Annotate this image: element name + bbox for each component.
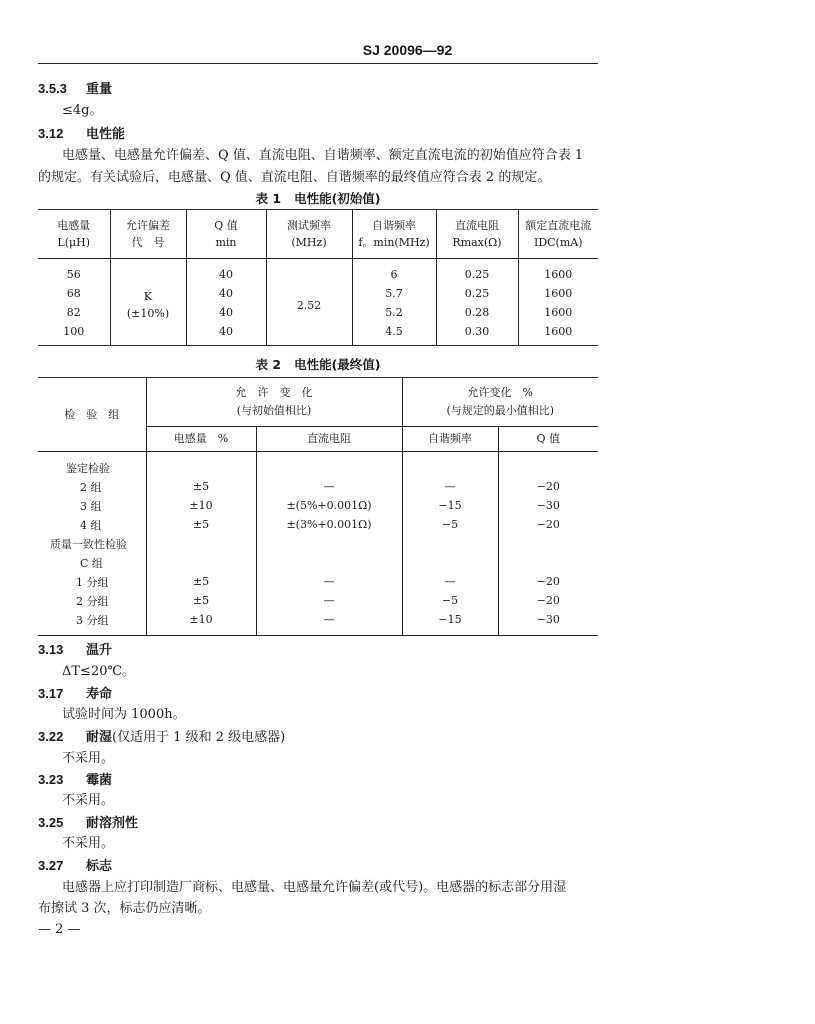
cell-inductance	[146, 534, 256, 553]
section-title: 标志	[86, 858, 113, 873]
section-title: 耐湿	[86, 729, 113, 744]
cell-dc-resistance: —	[256, 477, 402, 496]
cell-tolerance: K (±10%)	[110, 259, 186, 346]
section-number: 3.22	[38, 729, 64, 744]
cell-srf: −5	[402, 515, 498, 534]
section-3-12-heading	[38, 125, 598, 143]
section-3-23-heading	[38, 771, 598, 789]
header-q-value: Q 值 min	[186, 210, 266, 259]
header-q-value: Q 值	[498, 427, 598, 452]
section-title: 电性能	[86, 126, 126, 141]
table-1-number: 表 1	[255, 191, 282, 206]
cell-srf: 6	[352, 259, 436, 285]
cell-q: 40	[186, 303, 266, 322]
cell-srf: 5.2	[352, 303, 436, 322]
cell-resistance: 0.25	[436, 259, 518, 285]
cell-srf: 5.7	[352, 284, 436, 303]
cell-srf: −15	[402, 610, 498, 636]
header-inductance: 电感量 L(μH)	[38, 210, 110, 259]
cell-inductance	[146, 553, 256, 572]
cell-dc-resistance: —	[256, 572, 402, 591]
header-rated-dc-current: 额定直流电流 IDC(mA)	[518, 210, 598, 259]
section-3-17-body: 试验时间为 1000h。	[62, 707, 186, 722]
section-title: 温升	[86, 642, 113, 657]
cell-srf: —	[402, 572, 498, 591]
table-header-row	[38, 210, 598, 259]
table-2-caption	[38, 354, 598, 373]
header-tolerance: 允许偏差 代 号	[110, 210, 186, 259]
table-header-row	[38, 378, 598, 427]
section-3-25-body: 不采用。	[62, 836, 115, 851]
cell-srf: −15	[402, 496, 498, 515]
table-row	[38, 259, 598, 285]
table-1-title: 电性能(初始值)	[294, 191, 381, 206]
cell-dc-resistance: ±(5%+0.001Ω)	[256, 496, 402, 515]
cell-q: −20	[498, 477, 598, 496]
cell-srf: —	[402, 477, 498, 496]
header-test-frequency: 测试频率 (MHz)	[266, 210, 352, 259]
cell-inductance: 56	[66, 268, 81, 281]
cell-srf	[402, 452, 498, 478]
cell-q	[498, 553, 598, 572]
cell-inductance: 100	[63, 325, 85, 338]
cell-resistance: 0.28	[436, 303, 518, 322]
section-number: 3.25	[38, 815, 64, 830]
table-1-caption	[38, 188, 598, 207]
cell-inductance: 68	[66, 287, 81, 300]
cell-q: −30	[498, 496, 598, 515]
section-3-22-heading	[38, 728, 598, 746]
section-3-5-3-body: ≤4g。	[62, 103, 103, 118]
section-number: 3.17	[38, 686, 64, 701]
cell-q: −20	[498, 591, 598, 610]
section-title: 耐溶剂性	[86, 815, 139, 830]
cell-inductance	[146, 452, 256, 478]
cell-srf: −5	[402, 591, 498, 610]
section-3-27-heading	[38, 857, 598, 875]
section-3-13-body: ΔT≤20℃。	[62, 664, 136, 679]
section-title-note: (仅适用于 1 级和 2 级电感器)	[112, 730, 286, 745]
cell-group: C 组	[80, 556, 103, 570]
section-title: 霉菌	[86, 772, 113, 787]
section-3-27-body-line-2: 布擦试 3 次，标志仍应清晰。	[38, 901, 211, 916]
section-number: 3.12	[38, 126, 64, 141]
cell-dc-resistance	[256, 452, 402, 478]
section-number: 3.23	[38, 772, 64, 787]
section-3-25-heading	[38, 814, 598, 832]
cell-dc-resistance	[256, 553, 402, 572]
cell-group: 3 分组	[76, 613, 109, 627]
cell-group: 1 分组	[76, 575, 109, 589]
cell-group: 3 组	[80, 499, 102, 513]
cell-q: −20	[498, 572, 598, 591]
table-row	[38, 496, 598, 515]
cell-inductance: ±10	[146, 496, 256, 515]
table-row	[38, 515, 598, 534]
header-self-resonant-frequency: 自谐频率 f。min(MHz)	[352, 210, 436, 259]
header-inductance-pct: 电感量 %	[146, 427, 256, 452]
header-rule	[38, 63, 598, 64]
header-dc-resistance: 直流电阻	[256, 427, 402, 452]
table-2-electrical-final	[38, 377, 598, 636]
section-3-5-3-heading	[38, 80, 598, 98]
cell-dc-resistance	[256, 534, 402, 553]
cell-dc-resistance: ±(3%+0.001Ω)	[256, 515, 402, 534]
cell-idc: 1600	[518, 259, 598, 285]
cell-inductance: ±5	[146, 477, 256, 496]
cell-inductance: ±10	[146, 610, 256, 636]
table-row	[38, 591, 598, 610]
section-number: 3.27	[38, 858, 64, 873]
table-row	[38, 553, 598, 572]
section-3-17-heading	[38, 685, 598, 703]
header-allowed-change-minimum: 允许变化 % (与规定的最小值相比)	[402, 378, 598, 427]
cell-group: 4 组	[80, 518, 102, 532]
cell-group: 2 组	[80, 480, 102, 494]
document-code-header: SJ 20096—92	[362, 42, 453, 58]
cell-group: 鉴定检验	[66, 461, 110, 475]
page-number: — 2 —	[38, 922, 81, 937]
section-title: 重量	[86, 81, 113, 96]
cell-srf	[402, 534, 498, 553]
cell-resistance: 0.30	[436, 322, 518, 346]
table-row	[38, 534, 598, 553]
table-row	[38, 610, 598, 636]
cell-inductance: ±5	[146, 515, 256, 534]
table-row	[38, 477, 598, 496]
header-dc-resistance: 直流电阻 Rmax(Ω)	[436, 210, 518, 259]
cell-idc: 1600	[518, 303, 598, 322]
cell-inductance: ±5	[146, 572, 256, 591]
cell-q: −30	[498, 610, 598, 636]
section-3-27-body-line-1: 电感器上应打印制造厂商标、电感量、电感量允许偏差(或代号)。电感器的标志部分用湿	[62, 880, 567, 895]
table-1-electrical-initial	[38, 209, 598, 346]
section-title: 寿命	[86, 686, 113, 701]
header-allowed-change-initial: 允 许 变 化 (与初始值相比)	[146, 378, 402, 427]
cell-srf: 4.5	[352, 322, 436, 346]
cell-q: 40	[186, 284, 266, 303]
table-2-number: 表 2	[255, 357, 282, 372]
cell-resistance: 0.25	[436, 284, 518, 303]
section-3-23-body: 不采用。	[62, 793, 115, 808]
section-3-12-body-line-1: 电感量、电感量允许偏差、Q 值、直流电阻、自谐频率、额定直流电流的初始值应符合表 1	[62, 148, 584, 163]
cell-test-frequency: 2.52	[266, 259, 352, 346]
section-number: 3.13	[38, 642, 64, 657]
section-3-22-body: 不采用。	[62, 751, 115, 766]
cell-group: 质量一致性检验	[50, 537, 127, 551]
cell-dc-resistance: —	[256, 591, 402, 610]
cell-idc: 1600	[518, 284, 598, 303]
section-3-12-body-line-2: 的规定。有关试验后，电感量、Q 值、直流电阻、自谐频率的最终值应符合表 2 的规定。	[38, 170, 551, 185]
cell-q: 40	[186, 259, 266, 285]
table-row	[38, 452, 598, 478]
cell-dc-resistance: —	[256, 610, 402, 636]
cell-idc: 1600	[518, 322, 598, 346]
header-inspection-group: 检 验 组	[38, 378, 146, 452]
cell-q: 40	[186, 322, 266, 346]
cell-q: −20	[498, 515, 598, 534]
section-number: 3.5.3	[38, 81, 67, 96]
cell-q	[498, 452, 598, 478]
cell-q	[498, 534, 598, 553]
cell-inductance: 82	[66, 306, 81, 319]
section-3-13-heading	[38, 641, 598, 659]
cell-group: 2 分组	[76, 594, 109, 608]
header-self-resonant-frequency: 自谐频率	[402, 427, 498, 452]
table-row	[38, 572, 598, 591]
table-2-title: 电性能(最终值)	[294, 357, 381, 372]
cell-srf	[402, 553, 498, 572]
cell-inductance: ±5	[146, 591, 256, 610]
